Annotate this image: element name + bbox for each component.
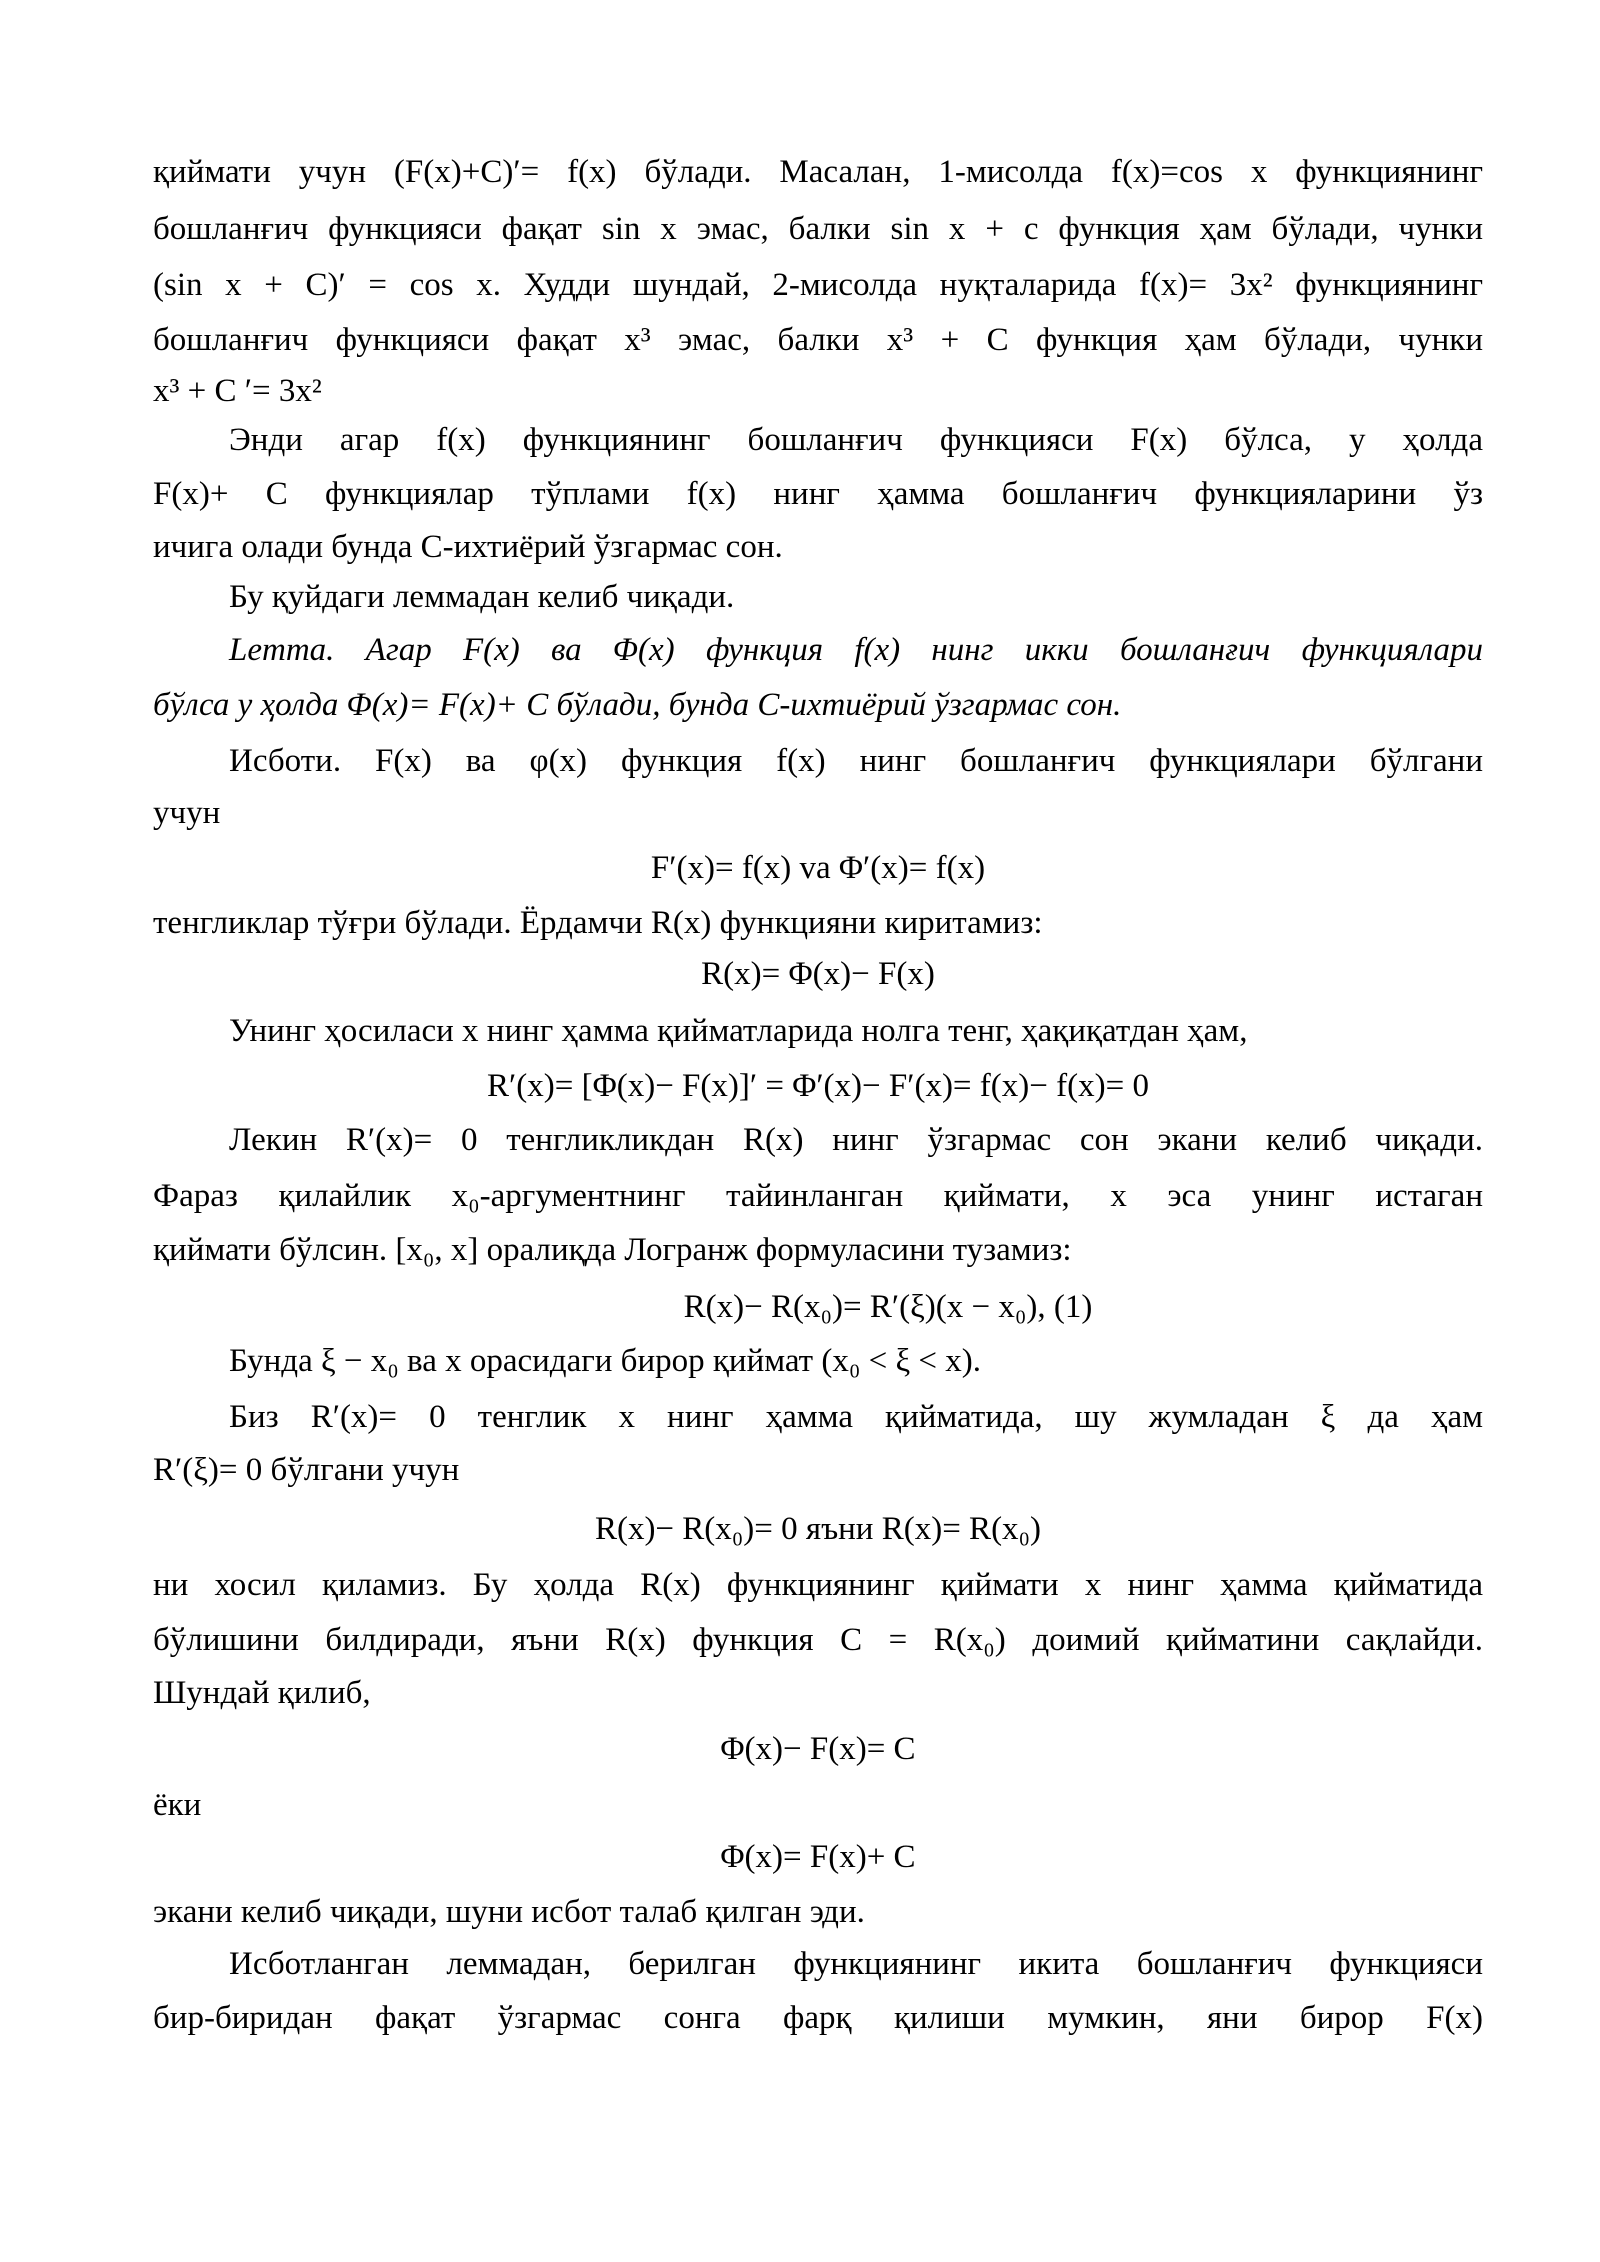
text-line: Биз R′(x)= 0 тенглик x нинг ҳамма қийматида, шу жумладан ξ да ҳам [229, 1399, 1483, 1435]
text-line: Бу қуйдаги леммадан келиб чиқади. [229, 579, 735, 615]
text-line: Фараз қилайлик x₀-аргументнинг тайинланган қиймати, x эса унинг истаган [153, 1178, 1483, 1214]
text-line: қиймати бўлсин. [x₀, x] оралиқда Логранж формуласини тузамиз: [153, 1232, 1072, 1268]
text-line: F(x)+ C функциялар тўплами f(x) нинг ҳамма бошланғич функцияларини ўз [153, 476, 1483, 512]
text-line: экани келиб чиқади, шуни исбот талаб қилган эди. [153, 1894, 865, 1930]
equation-numbered: R(x)− R(x₀)= R′(ξ)(x − x₀), (1) [683, 1289, 1093, 1325]
text-line: ни хосил қиламиз. Бу ҳолда R(x) функциянинг қиймати x нинг ҳамма қийматида [153, 1567, 1483, 1603]
text-line: бошланғич функцияси фақат sin x эмас, балки sin x + c функция ҳам бўлади, чунки [153, 211, 1483, 247]
text-line: учун [153, 795, 221, 831]
text-line: Бунда ξ − x₀ ва x орасидаги бирор қиймат (x₀ < ξ < x). [229, 1343, 982, 1379]
text-line: қиймати учун (F(x)+C)′= f(x) бўлади. Масалан, 1-мисолда f(x)=cos x функциянинг [153, 154, 1483, 190]
equation: Φ(x)= F(x)+ C [720, 1839, 916, 1875]
lemma-line: бўлса у ҳолда Φ(x)= F(x)+ C бўлади, бунда C-ихтиёрий ўзгармас сон. [153, 687, 1122, 723]
lemma-line: Lemma. Агар F(x) ва Φ(x) функция f(x) нинг икки бошланғич функциялари [229, 632, 1483, 668]
text-line: Лекин R′(x)= 0 тенгликликдан R(x) нинг ўзгармас сон экани келиб чиқади. [229, 1122, 1483, 1158]
equation: R(x)= Φ(x)− F(x) [701, 956, 935, 992]
text-line: Энди агар f(x) функциянинг бошланғич функцияси F(x) бўлса, у ҳолда [229, 422, 1483, 458]
text-line: бошланғич функцияси фақат x³ эмас, балки x³ + C функция ҳам бўлади, чунки [153, 322, 1483, 358]
text-line: (sin x + C)′ = cos x. Худди шундай, 2-мисолда нуқталарида f(x)= 3x² функциянинг [153, 267, 1483, 303]
text-line: Исботланган леммадан, берилган функциянинг икита бошланғич функцияси [229, 1946, 1483, 1982]
equation: Φ(x)− F(x)= C [720, 1731, 916, 1767]
equation: R′(x)= [Φ(x)− F(x)]′ = Φ′(x)− F′(x)= f(x)− f(x)= 0 [487, 1068, 1149, 1104]
text-line: Шундай қилиб, [153, 1675, 371, 1711]
text-line: ёки [153, 1787, 202, 1823]
text-line: ичига олади бунда C-ихтиёрий ўзгармас сон. [153, 529, 783, 565]
text-line: R′(ξ)= 0 бўлгани учун [153, 1452, 460, 1488]
equation: F′(x)= f(x) va Φ′(x)= f(x) [650, 850, 986, 886]
text-line: x³ + C ′= 3x² [153, 373, 322, 409]
text-line: тенгликлар тўғри бўлади. Ёрдамчи R(x) функцияни киритамиз: [153, 905, 1043, 941]
equation: R(x)− R(x₀)= 0 яъни R(x)= R(x₀) [594, 1511, 1042, 1547]
text-line: Унинг ҳосиласи x нинг ҳамма қийматларида нолга тенг, ҳақиқатдан ҳам, [229, 1013, 1248, 1049]
text-line: бўлишини билдиради, яъни R(x) функция C = R(x₀) доимий қийматини сақлайди. [153, 1622, 1483, 1658]
text-line: бир-биридан фақат ўзгармас сонга фарқ қилиши мумкин, яни бирор F(x) [153, 2000, 1483, 2036]
text-line: Исботи. F(x) ва φ(x) функция f(x) нинг бошланғич функциялари бўлгани [229, 743, 1483, 779]
